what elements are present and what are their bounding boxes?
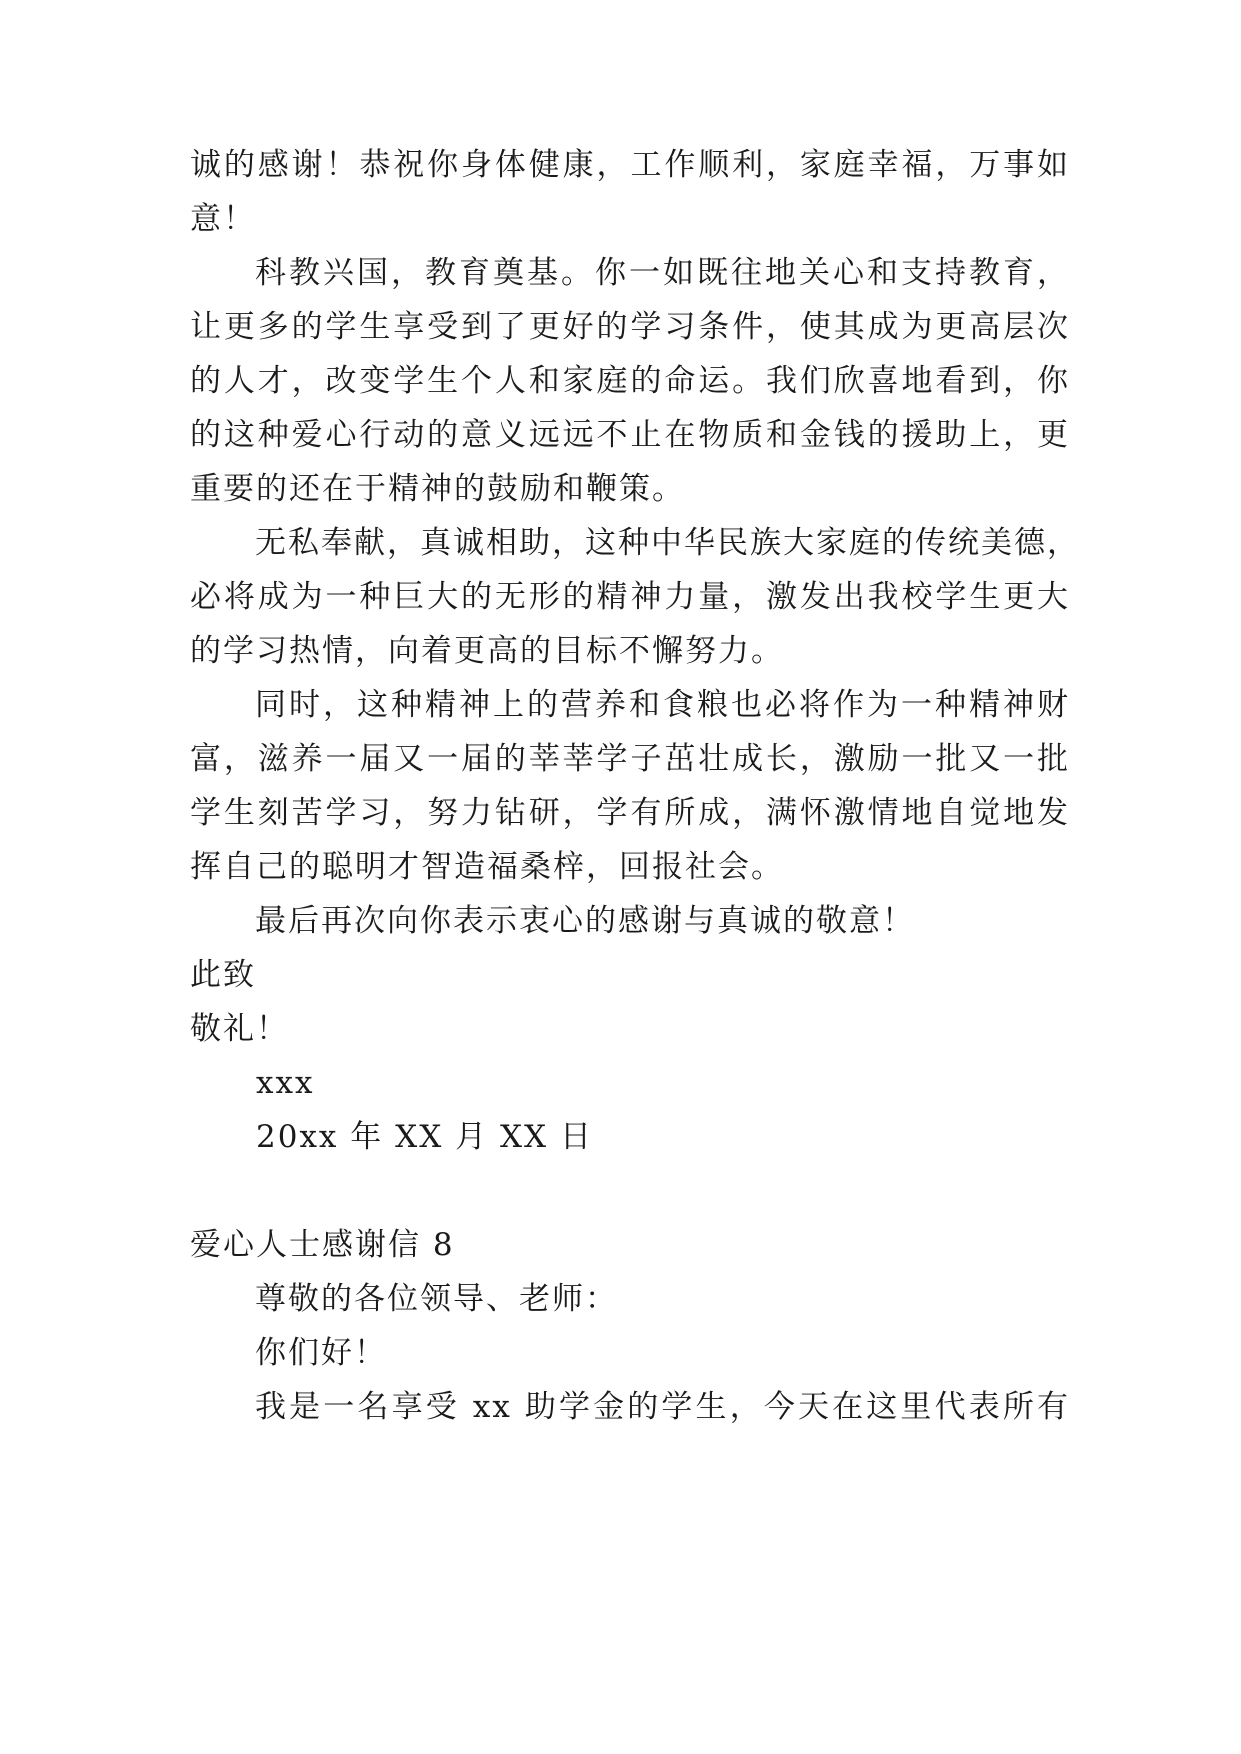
salutation: 尊敬的各位领导、老师： bbox=[255, 1281, 618, 1317]
paragraph-line: 的这种爱心行动的意义远远不止在物质和金钱的援助上，更 bbox=[190, 417, 1070, 453]
paragraph-line: 同时，这种精神上的营养和食粮也必将作为一种精神财 bbox=[255, 687, 1070, 723]
paragraph-line: 的学习热情，向着更高的目标不懈努力。 bbox=[190, 633, 784, 669]
paragraph-line: 必将成为一种巨大的无形的精神力量，激发出我校学生更大 bbox=[190, 579, 1070, 615]
paragraph-line: 最后再次向你表示衷心的感谢与真诚的敬意！ bbox=[255, 903, 915, 939]
paragraph-line: 让更多的学生享受到了更好的学习条件，使其成为更高层次 bbox=[190, 309, 1070, 345]
paragraph-line: 科教兴国，教育奠基。你一如既往地关心和支持教育， bbox=[255, 255, 1070, 291]
letter-date: 20xx 年 XX 月 XX 日 bbox=[256, 1119, 593, 1155]
greeting: 你们好！ bbox=[255, 1335, 387, 1371]
paragraph-line: 学生刻苦学习，努力钻研，学有所成，满怀激情地自觉地发 bbox=[190, 795, 1070, 831]
paragraph-line: 我是一名享受 xx 助学金的学生，今天在这里代表所有 bbox=[255, 1389, 1070, 1425]
closing-line: 敬礼！ bbox=[190, 1011, 289, 1047]
paragraph-line: 意！ bbox=[190, 201, 256, 237]
paragraph-line: 挥自己的聪明才智造福桑梓，回报社会。 bbox=[190, 849, 784, 885]
paragraph-line: 重要的还在于精神的鼓励和鞭策。 bbox=[190, 471, 685, 507]
letter-title: 爱心人士感谢信 8 bbox=[190, 1227, 455, 1263]
closing-line: 此致 bbox=[190, 957, 256, 993]
signer-name: xxx bbox=[256, 1065, 315, 1101]
paragraph-line: 的人才，改变学生个人和家庭的命运。我们欣喜地看到，你 bbox=[190, 363, 1070, 399]
paragraph-line: 富，滋养一届又一届的莘莘学子茁壮成长，激励一批又一批 bbox=[190, 741, 1070, 777]
paragraph-line: 诚的感谢！恭祝你身体健康，工作顺利，家庭幸福，万事如 bbox=[190, 147, 1070, 183]
paragraph-line: 无私奉献，真诚相助，这种中华民族大家庭的传统美德， bbox=[255, 525, 1080, 561]
